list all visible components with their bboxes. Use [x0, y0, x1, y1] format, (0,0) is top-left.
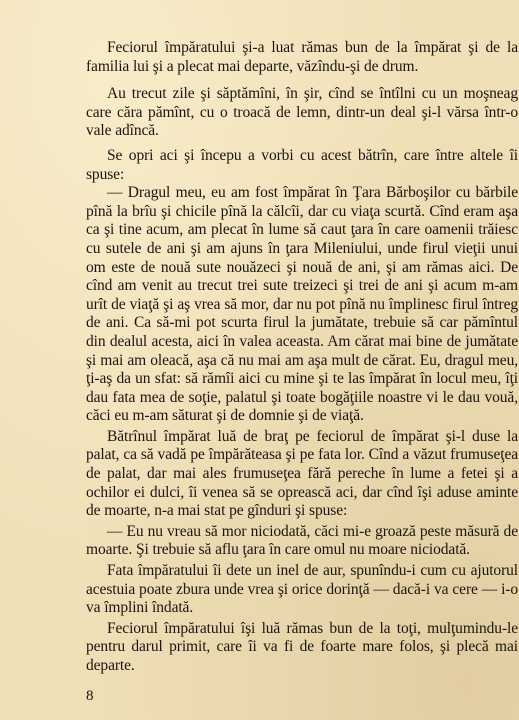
page-number: 8: [86, 688, 94, 704]
paragraph-1: Feciorul împăratului şi-a luat rămas bun de la împărat şi de la familia lui şi a plecat mai departe, văzîndu-şi de drum.: [86, 39, 518, 75]
paragraph-6: — Eu nu vreau să mor niciodată, căci mi-e groază peste măsură de moarte. Şi trebuie să aflu ţara în care omul nu moare niciodată.: [86, 522, 518, 559]
paragraph-3: Se opri aci şi începu a vorbi cu acest bătrîn, care între altele îi spuse:: [86, 146, 518, 183]
text-column: [86, 39, 518, 676]
paragraph-5: Bătrînul împărat luă de braţ pe feciorul de împărat şi-l duse la palat, ca să vadă pe împărăteasa şi pe fata lor. Cînd a văzut frumuseţea de palat, dar mai ales frumuseţea fără pereche în lume a fetei şi a ochilor ei dulci, îi venea să se oprească aci, dar cînd îşi aduse aminte de moarte, n-a mai stat pe gînduri şi spuse:: [86, 427, 518, 520]
paragraph-8: Feciorul împăratului îşi luă rămas bun de la toţi, mulţumindu-le pentru darul primit, care îi va fi de foarte mare folos, şi plecă mai departe.: [86, 619, 518, 674]
paragraph-2: Au trecut zile şi săptămîni, în şir, cînd se întîlni cu un moşneag care căra pămînt, cu o troacă de lemn, dintr-un deal şi-l vărsa într-o vale adîncă.: [86, 85, 518, 140]
paragraph-4: — Dragul meu, eu am fost împărat în Ţara Bărboşilor cu bărbile pînă la brîu şi chicile pînă la călcîi, dar cu viaţa scurtă. Cînd eram aşa ca şi tine acum, am plecat în lume să caut ţara în care oamenii trăiesc cu sutele de ani şi am ajuns în ţara Mileniului, unde firul vieţii unui om este de nouă sute nouăzeci şi nouă de ani, şi am rămas aici. De cînd am venit au trecut trei sute treizeci şi trei de ani şi acum m-am urît de viaţă şi aş vrea să mor, dar nu pot pînă nu împlinesc firul întreg de ani. Ca să-mi pot scurta firul la jumătate, trebuie să car pămîntul din dealul acesta, aici în valea aceasta. Am cărat mai bine de jumătate şi mai am oleacă, aşa că nu mai am aşa mult de cărat. Eu, dragul meu, ţi-aş da un sfat: să rămîi aici cu mine şi te las împărat în locul meu, îţi dau fata mea de soţie, palatul şi toate bogăţiile noastre vi le dau vouă, căci eu m-am săturat şi de domnie şi de viaţă.: [86, 184, 518, 425]
paragraph-7: Fata împăratului îi dete un inel de aur, spunîndu-i cum cu ajutorul acestuia poate zbura unde vrea şi orice dorinţă — dacă-i va cere — i-o va împlini îndată.: [86, 562, 518, 617]
